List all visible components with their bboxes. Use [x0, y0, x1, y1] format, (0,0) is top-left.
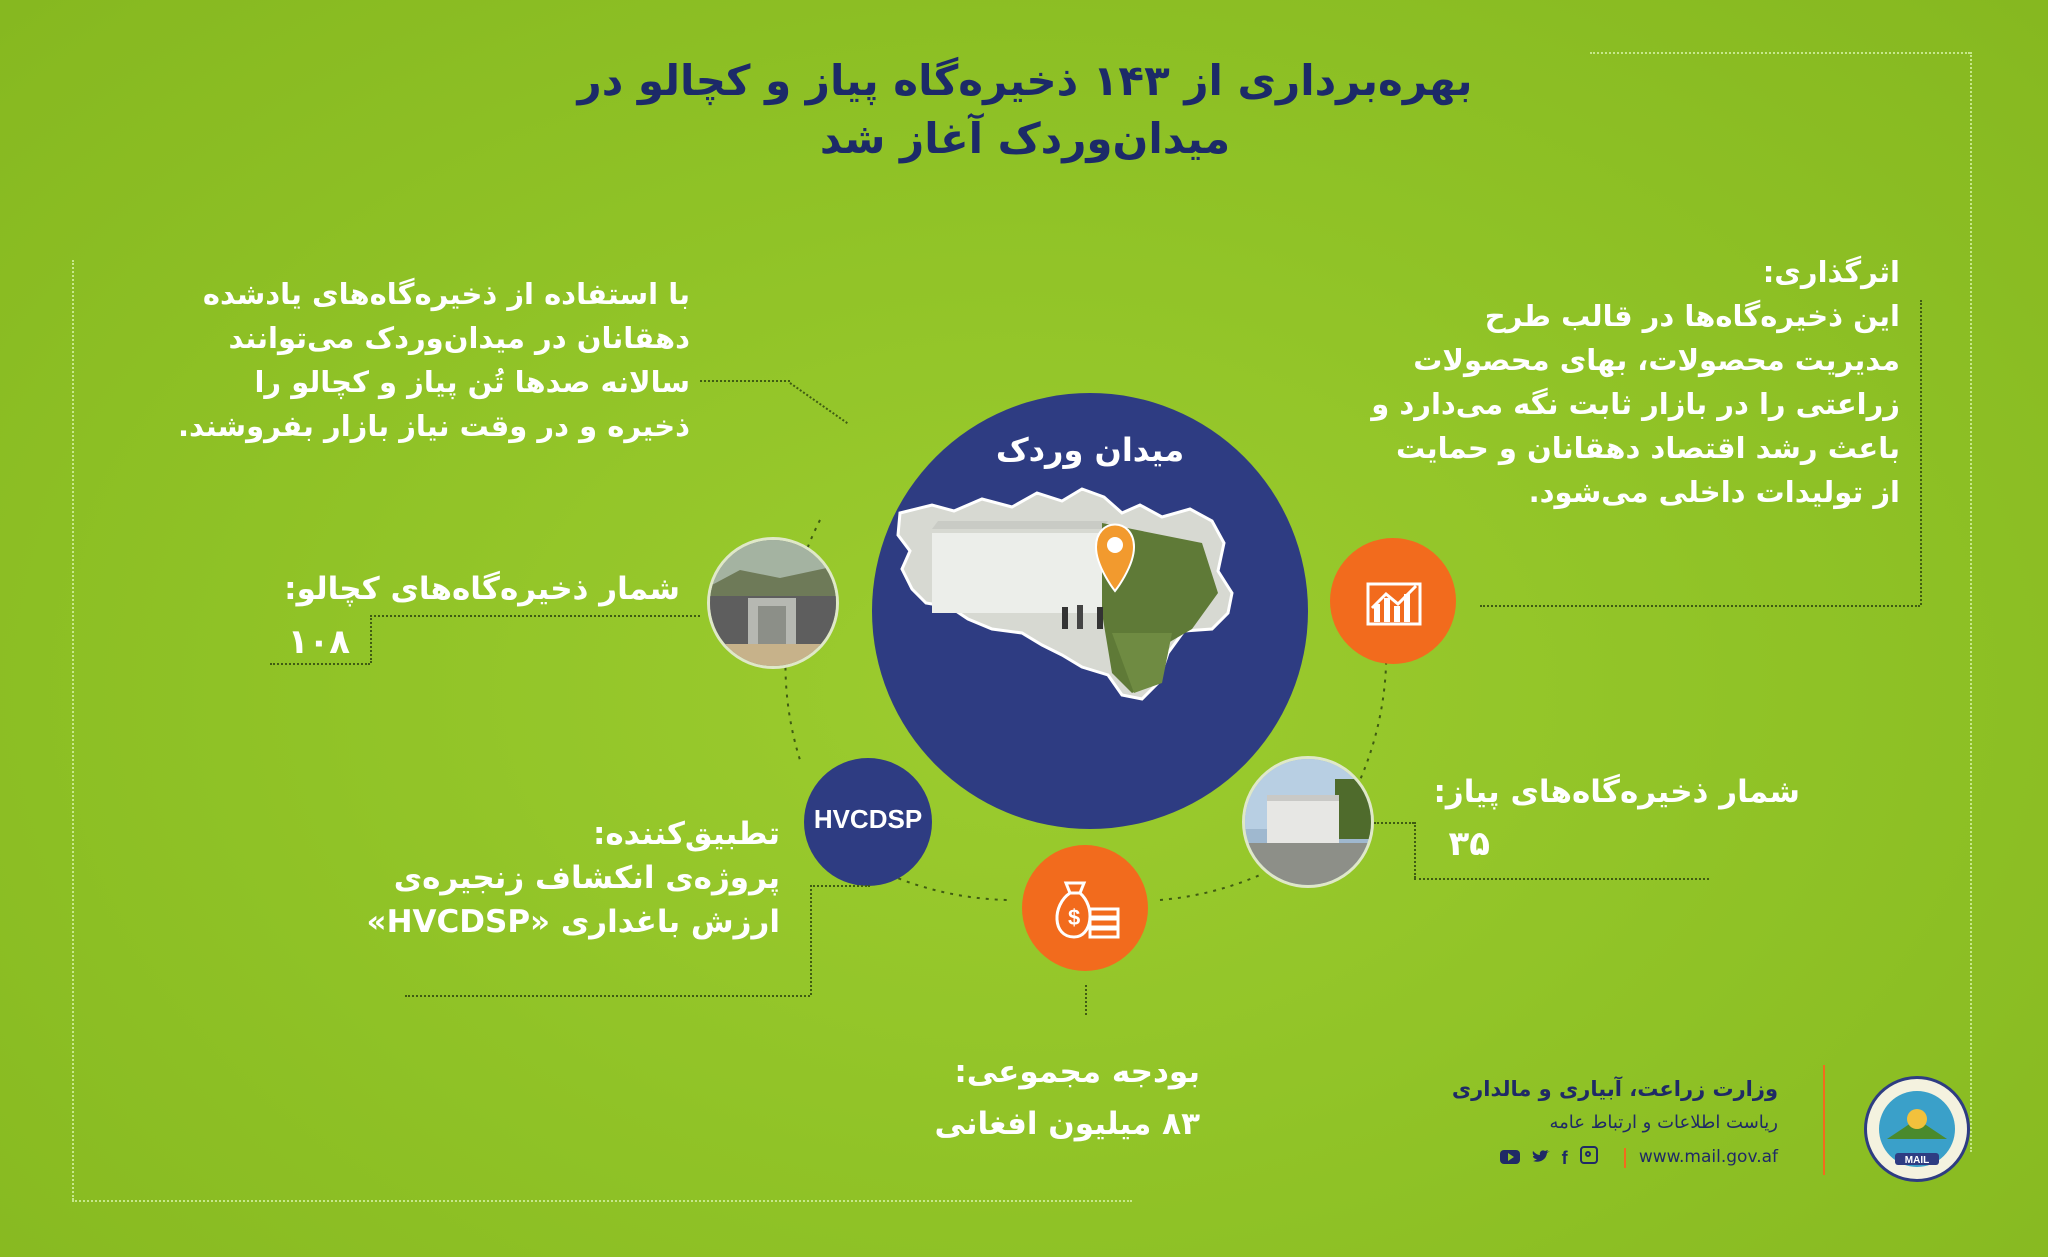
potato-storage-label: شمار ذخیره‌گاه‌های کچالو: — [284, 571, 680, 607]
connector-line — [1480, 605, 1920, 607]
implementer-badge-text: HVCDSP — [813, 804, 923, 834]
frame-left-line — [72, 260, 74, 1200]
connector-line — [405, 995, 810, 997]
impact-text-line: مدیریت محصولات، بهای محصولات — [1413, 343, 1900, 377]
implementer-heading: تطبیق‌کننده: — [592, 816, 780, 852]
budget-value: ۸۳ میلیون افغانی — [934, 1106, 1200, 1142]
left-text-line: ذخیره و در وقت نیاز بازار بفروشند. — [177, 409, 690, 443]
potato-storage-photo — [707, 537, 839, 669]
left-text-line: با استفاده از ذخیره‌گاه‌های یادشده — [202, 277, 690, 311]
connector-line — [1085, 985, 1087, 1015]
implementer-badge — [804, 758, 932, 886]
frame-right-line — [1970, 52, 1972, 1152]
growth-chart-icon — [1330, 538, 1456, 664]
impact-heading: اثرگذاری: — [1762, 255, 1900, 289]
connector-line — [789, 382, 847, 424]
onion-storage-photo — [1242, 756, 1374, 888]
connector-line — [270, 663, 370, 665]
ministry-name: وزارت زراعت، آبیاری و مالداری — [1451, 1077, 1778, 1101]
implementer-line: پروژه‌ی انکشاف زنجیره‌ی — [393, 860, 780, 896]
onion-storage-label: شمار ذخیره‌گاه‌های پیاز: — [1433, 774, 1800, 810]
implementer-line: ارزش باغداری «HVCDSP» — [366, 904, 780, 940]
ministry-logo — [1864, 1076, 1970, 1182]
impact-text-line: این ذخیره‌گاه‌ها در قالب طرح — [1484, 299, 1900, 333]
onion-storage-value: ۳۵ — [1448, 824, 1490, 864]
connector-line — [1920, 300, 1922, 605]
title-line-1: بهره‌برداری از ۱۴۳ ذخیره‌گاه پیاز و کچالو در — [577, 56, 1473, 105]
instagram-icon[interactable] — [1580, 1146, 1598, 1164]
connector-line — [370, 615, 372, 663]
budget-label: بودجه مجموعی: — [954, 1054, 1200, 1090]
frame-top-line — [1590, 52, 1970, 54]
left-text-line: دهقانان در میدان‌وردک می‌توانند — [228, 321, 690, 355]
left-description — [150, 272, 690, 448]
growth-chart-circle — [1330, 538, 1456, 664]
ministry-website-link[interactable]: www.mail.gov.af — [1638, 1147, 1778, 1167]
connector-line — [810, 885, 812, 995]
impact-text-line: از تولیدات داخلی می‌شود. — [1528, 475, 1900, 509]
youtube-icon[interactable] — [1500, 1150, 1520, 1164]
connector-line — [1414, 822, 1416, 878]
page-title — [500, 52, 1550, 168]
facebook-icon[interactable]: f — [1561, 1148, 1568, 1168]
divider — [1823, 1065, 1825, 1175]
impact-description — [1360, 250, 1900, 514]
connector-line — [700, 380, 790, 382]
impact-text-line: باعث رشد اقتصاد دهقانان و حمایت — [1396, 431, 1900, 465]
potato-storage-value: ۱۰۸ — [287, 622, 350, 662]
ministry-department: ریاست اطلاعات و ارتباط عامه — [1549, 1112, 1778, 1133]
province-label: میدان وردک — [995, 431, 1185, 469]
connector-line — [1414, 878, 1709, 880]
svg-text:$: $ — [1068, 905, 1081, 930]
impact-text-line: زراعتی را در بازار ثابت نگه می‌دارد و — [1371, 387, 1900, 421]
budget-circle — [1022, 845, 1148, 971]
twitter-icon[interactable] — [1532, 1149, 1550, 1163]
left-text-line: سالانه صدها تُن پیاز و کچالو را — [254, 365, 690, 399]
ministry-info — [1358, 1072, 1778, 1172]
frame-bottom-line — [72, 1200, 1132, 1202]
ministry-logo-text: MAIL — [1904, 1155, 1930, 1166]
connector-line — [370, 615, 700, 617]
money-bag-icon — [1022, 845, 1148, 971]
connector-line — [810, 885, 870, 887]
connector-line — [1374, 822, 1414, 824]
implementer-label — [360, 812, 780, 944]
title-line-2: میدان‌وردک آغاز شد — [819, 114, 1231, 163]
